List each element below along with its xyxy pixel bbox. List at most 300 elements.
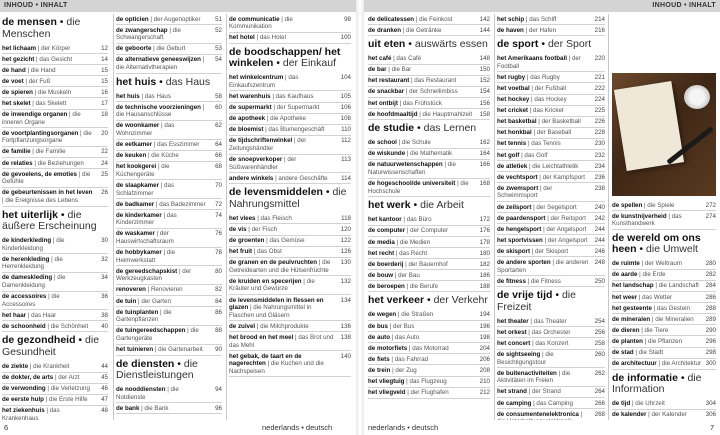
section-heading-german: der Sport [547,38,592,51]
entry-german: | die Tiere [639,326,669,334]
entry-german: | die Uhrzeit [630,400,665,408]
entry-german: | das Tennis [526,140,561,148]
entry-page-number: 74 [215,211,222,219]
entry-german: | der Zeitungshändler [229,137,307,152]
entry-page-number: 264 [594,388,605,396]
right-footer-language: nederlands • deutsch [368,423,439,432]
toc-entry[interactable] [368,160,490,179]
entry-page-number: 90 [215,346,222,353]
toc-entry[interactable] [116,326,222,345]
toc-entry[interactable] [368,332,490,343]
entry-dutch: de stad [612,349,634,357]
toc-entry[interactable] [2,384,108,395]
toc-entry[interactable] [612,359,716,370]
toc-entry[interactable] [2,406,108,420]
entry-german: | die Erde [637,271,666,279]
toc-entry[interactable] [497,257,605,276]
toc-entry[interactable] [368,14,490,25]
toc-entry[interactable] [497,338,605,349]
toc-entry[interactable] [612,200,716,211]
section-heading-dutch: de vrije tijd [497,289,553,302]
toc-entry[interactable] [229,125,351,136]
entry-page-number: 142 [479,15,490,23]
section-heading-german: die Umwelt [646,243,698,256]
toc-entry[interactable] [116,180,222,199]
toc-entry[interactable] [116,248,222,267]
entry-german: | die Hochschule [368,180,469,195]
toc-entry[interactable] [497,139,605,150]
toc-entry[interactable] [497,83,605,94]
toc-entry[interactable] [368,215,490,226]
entry-page-number: 86 [215,308,222,316]
section-heading-german: die Menschen [2,16,81,40]
entry-dutch: de kruiden en specerijen [229,277,302,285]
toc-entry[interactable] [368,259,490,270]
entry-page-number: 38 [101,311,108,319]
toc-entry[interactable] [229,236,351,247]
toc-entry[interactable] [2,273,108,292]
entry-german: | das Golf [519,151,548,159]
section-heading: de gezondheid • die Gesundheit [2,334,100,358]
toc-entry[interactable] [2,158,108,169]
entry-german: | die Nahrungsmittel in Flaschen und Gläsern [229,304,312,319]
toc-entry[interactable] [497,316,605,327]
entry-dutch: de kalender [612,411,647,419]
entry-dutch: de waskamer [116,230,155,238]
section-heading-dutch: de boodschappen/ het winkelen [229,45,341,70]
entry-page-number: 236 [594,173,605,181]
entry-dutch: de media [368,238,395,246]
entry-german: | die inneren Organe [2,111,81,126]
entry-page-number: 78 [215,249,222,257]
section-heading-german: der Verkehr [433,294,488,307]
toc-column-3 [229,14,351,420]
toc-entry[interactable] [116,345,222,356]
toc-entry[interactable] [612,348,716,359]
entry-page-number: 30 [101,237,108,244]
entry-german: | das Kinderzimmer [116,211,177,227]
toc-entry[interactable] [2,395,108,406]
toc-entry[interactable] [368,237,490,248]
entry-page-number: 300 [705,360,716,368]
entry-page-number: 164 [479,150,490,158]
entry-page-number: 104 [340,74,351,82]
toc-entry[interactable] [612,259,716,270]
toc-entry[interactable] [368,343,490,354]
entry-page-number: 105 [340,92,351,100]
toc-entry[interactable] [229,33,351,44]
entry-page-number: 16 [101,88,108,96]
toc-entry[interactable] [497,202,605,213]
entry-dutch: de computer [368,227,406,235]
toc-entry[interactable] [116,25,222,44]
toc-entry[interactable] [368,138,490,149]
toc-entry[interactable] [497,276,605,287]
entry-dutch: het Amerikaans football [497,55,567,63]
entry-page-number: 258 [594,339,605,347]
toc-entry[interactable] [116,14,222,25]
toc-entry[interactable] [2,98,108,109]
entry-german: | das Badezimmer [154,200,206,208]
toc-entry[interactable] [368,109,490,120]
toc-entry[interactable] [229,247,351,258]
toc-entry[interactable] [116,102,222,121]
entry-page-number: 15 [101,66,108,74]
entry-dutch: het kantoor [368,216,402,224]
toc-entry[interactable] [116,151,222,162]
entry-german: | die Naturwissenschaften [368,161,456,177]
toc-entry[interactable] [229,91,351,102]
toc-entry[interactable] [2,54,108,65]
entry-dutch: de accessoires [2,293,47,301]
toc-entry[interactable] [368,149,490,160]
toc-entry[interactable] [229,73,351,92]
entry-page-number: 221 [594,73,605,81]
entry-dutch: het sportvissen [497,236,543,244]
toc-entry[interactable] [368,54,490,65]
entry-page-number: 262 [594,369,605,377]
entry-german: | die Notdienste [116,386,179,401]
toc-entry[interactable] [2,128,108,147]
entry-dutch: de dieren [612,326,640,334]
toc-entry[interactable] [497,106,605,117]
entry-page-number: 212 [479,389,490,397]
entry-dutch: de familie [2,148,31,156]
entry-page-number: 244 [594,225,605,233]
entry-german: | die Gartenpflanzen [116,308,172,324]
toc-entry[interactable] [497,128,605,139]
toc-entry[interactable] [497,150,605,161]
entry-page-number: 106 [340,104,351,112]
section-heading-dutch: de diensten [116,357,175,370]
toc-entry[interactable] [116,266,222,285]
entry-page-number: 17 [101,99,108,107]
entry-page-number: 296 [705,337,716,345]
toc-entry[interactable] [2,292,108,311]
toc-entry[interactable] [2,65,108,76]
entry-german: | das Krankenhaus [2,407,60,420]
toc-entry[interactable] [497,327,605,338]
entry-german: | die Krankheit [28,362,70,370]
toc-entry[interactable] [116,210,222,229]
toc-entry[interactable] [368,25,490,36]
entry-page-number: 216 [594,26,605,34]
toc-entry[interactable] [497,398,605,409]
entry-page-number: 84 [215,297,222,305]
entry-page-number: 32 [101,255,108,263]
entry-page-number: 274 [705,212,716,220]
toc-entry[interactable] [497,246,605,257]
toc-entry[interactable] [497,350,605,369]
toc-entry[interactable] [229,332,351,351]
toc-entry[interactable] [116,140,222,151]
toc-entry[interactable] [368,248,490,259]
toc-entry[interactable] [116,91,222,102]
toc-entry[interactable] [612,292,716,303]
entry-german: | der Segelsport [531,203,577,211]
toc-entry[interactable] [497,117,605,128]
toc-entry[interactable] [2,310,108,321]
toc-entry[interactable] [497,409,605,420]
toc-entry[interactable] [612,211,716,230]
toc-entry[interactable] [116,403,222,414]
toc-column-4 [368,14,490,420]
entry-german: | der Baseball [531,129,572,137]
entry-page-number: 162 [479,139,490,147]
entry-dutch: het fruit [229,248,253,256]
entry-dutch: de eerste hulp [2,396,44,404]
entry-german: | die Kommunikation [229,15,293,31]
toc-entry[interactable] [116,44,222,55]
entry-german: | der Körper [36,44,71,52]
toc-entry[interactable] [368,365,490,376]
entry-dutch: de voet [2,77,24,85]
entry-dutch: de hobbykamer [116,249,162,257]
entry-dutch: de skisport [497,247,531,255]
section-heading-german: auswärts essen [414,38,488,51]
entry-page-number: 214 [594,15,605,23]
entry-dutch: de herenkleding [2,255,50,263]
toc-entry[interactable] [497,54,605,73]
entry-german: | die Kuchen und die Nachspeisen [229,360,324,375]
entry-dutch: de gebeurtenissen in het leven [2,189,93,197]
entry-dutch: de dameskleding [2,274,53,282]
entry-dutch: de voortplantingsorganen [2,129,79,137]
entry-page-number: 113 [341,156,351,164]
entry-dutch: de woonkamer [116,122,160,130]
toc-entry[interactable] [368,65,490,76]
toc-entry[interactable] [368,310,490,321]
entry-german: | das Recht [394,249,428,257]
entry-page-number: 138 [340,333,351,341]
toc-entry[interactable] [2,43,108,54]
entry-dutch: de verwonding [2,385,46,393]
entry-page-number: 232 [594,151,605,159]
toc-entry[interactable] [612,314,716,325]
toc-entry[interactable] [116,296,222,307]
entry-page-number: 114 [341,174,351,182]
toc-entry[interactable] [497,72,605,83]
entry-german: | das Rugby [525,73,560,81]
toc-entry[interactable] [497,95,605,106]
toc-entry[interactable] [497,14,605,25]
toc-entry[interactable] [497,172,605,183]
entry-dutch: het vliegveld [368,389,406,397]
section-heading-dutch: het verkeer [368,294,425,307]
toc-column-5 [497,14,605,420]
entry-dutch: het cricket [497,107,528,115]
left-page-number: 6 [4,423,9,432]
entry-dutch: de hogeschool/de universiteit [368,180,456,188]
entry-german: | die Bar [386,66,412,74]
toc-entry[interactable] [229,224,351,235]
entry-page-number: 176 [479,227,490,235]
entry-german: | die Pflanzen [642,337,683,345]
toc-entry[interactable] [229,321,351,332]
entry-dutch: het hockey [497,96,530,104]
toc-entry[interactable] [497,213,605,224]
right-page-header: INHOUD • INHALT [364,0,720,12]
toc-entry[interactable] [497,368,605,387]
toc-entry[interactable] [612,336,716,347]
toc-entry[interactable] [497,183,605,202]
toc-entry[interactable] [612,399,716,410]
toc-entry[interactable] [116,199,222,210]
toc-entry[interactable] [229,173,351,184]
toc-entry[interactable] [229,258,351,277]
toc-entry[interactable] [497,161,605,172]
toc-entry[interactable] [497,25,605,36]
entry-page-number: 172 [479,216,490,224]
entry-page-number: 244 [594,236,605,244]
toc-entry[interactable] [368,76,490,87]
toc-column-2 [116,14,222,420]
entry-german: | die Ereignisse des Lebens [2,196,78,204]
entry-dutch: de gereedschapskist [116,267,178,275]
section-heading: het huis • das Haus [116,75,211,88]
entry-page-number: 286 [705,293,716,301]
toc-entry[interactable] [2,373,108,384]
toc-entry[interactable] [2,76,108,87]
entry-page-number: 132 [340,277,351,285]
entry-dutch: de bar [368,66,387,74]
entry-german: | der Arzt [53,374,80,382]
toc-entry[interactable] [2,321,108,332]
toc-entry[interactable] [497,224,605,235]
toc-entry[interactable] [497,235,605,246]
entry-page-number: 188 [479,282,490,290]
toc-entry[interactable] [368,226,490,237]
toc-entry[interactable] [116,385,222,404]
entry-german: | die Herrenkleidung [2,255,63,271]
entry-page-number: 48 [101,407,108,415]
toc-entry[interactable] [368,270,490,281]
entry-german: | das Haus [139,92,171,100]
toc-entry[interactable] [2,236,108,255]
toc-entry[interactable] [2,254,108,273]
toc-entry[interactable] [229,103,351,114]
entry-german: | der Augenoptiker [148,15,201,23]
entry-german: | die Schwangerschaft [116,26,181,42]
entry-page-number: 46 [101,385,108,393]
entry-german: | der Kalender [646,411,687,419]
entry-dutch: de wiskunde [368,150,406,158]
toc-entry[interactable] [2,147,108,158]
entry-dutch: de opticien [116,15,149,23]
entry-dutch: het voetbal [497,84,530,92]
entry-page-number: 222 [594,84,605,92]
toc-entry[interactable] [229,155,351,174]
entry-german: | das Flugzeug [404,378,447,386]
entry-page-number: 289 [705,315,716,323]
toc-entry[interactable] [368,354,490,365]
toc-entry[interactable] [229,136,351,155]
entry-dutch: de buitenactiviteiten [497,369,557,377]
toc-entry[interactable] [116,307,222,326]
entry-dutch: de tuingereedschappen [116,327,186,335]
section-heading-german: die Freizeit [497,289,576,313]
entry-german: | die Stadt [633,349,664,357]
toc-entry[interactable] [116,229,222,248]
toc-entry[interactable] [612,410,716,420]
entry-german: | die Berufe [404,282,439,290]
toc-entry[interactable] [368,281,490,292]
section-heading-german: die Nahrungsmittel [229,186,347,210]
section-heading-german: der Einkauf [282,57,336,70]
toc-entry[interactable] [368,98,490,109]
entry-dutch: de zwangerschap [116,26,168,34]
toc-entry[interactable] [612,303,716,314]
entry-dutch: het café [368,55,392,63]
toc-entry[interactable] [116,55,222,74]
entry-dutch: de hand [2,66,26,74]
section-heading-dutch: de sport [497,38,539,51]
entry-dutch: de consumentenelektronica [497,410,579,418]
toc-entry[interactable] [612,325,716,336]
toc-entry[interactable] [2,169,108,188]
section-heading-dutch: de informatie [612,371,678,384]
entry-page-number: 268 [594,410,605,418]
entry-german: | die Erste Hilfe [43,396,88,404]
toc-entry[interactable] [612,281,716,292]
entry-page-number: 256 [594,328,605,336]
toc-entry[interactable] [2,87,108,98]
entry-german: | das Camping [531,399,573,407]
toc-entry[interactable] [368,87,490,98]
entry-page-number: 76 [215,230,222,238]
entry-dutch: de kinderkleding [2,237,52,244]
toc-entry[interactable] [229,295,351,321]
entry-dutch: de trein [368,366,391,374]
toc-entry[interactable] [2,361,108,372]
entry-dutch: de planten [612,337,643,345]
entry-page-number: 25 [101,170,108,178]
entry-dutch: de gevoelens, de emoties [2,170,77,178]
toc-entry[interactable] [368,388,490,399]
entry-dutch: de dranken [368,26,402,34]
entry-dutch: de supermarkt [229,104,272,112]
entry-dutch: de andere sporten [497,258,551,266]
toc-entry[interactable] [116,285,222,296]
toc-entry[interactable] [368,321,490,332]
entry-german: | das Hockey [529,96,567,104]
entry-dutch: de architectuur [612,360,657,368]
toc-entry[interactable] [229,14,351,33]
toc-entry[interactable] [116,162,222,181]
entry-dutch: het schip [497,15,525,23]
entry-dutch: de nooddiensten [116,386,166,394]
toc-entry[interactable] [2,188,108,207]
entry-dutch: het skelet [2,99,31,107]
toc-entry[interactable] [497,387,605,398]
toc-entry[interactable] [2,110,108,129]
entry-page-number: 238 [594,184,605,192]
toc-entry[interactable] [229,114,351,125]
toc-entry[interactable] [229,213,351,224]
toc-entry[interactable] [612,270,716,281]
toc-entry[interactable] [116,121,222,140]
toc-entry[interactable] [368,377,490,388]
entry-dutch: de vis [229,225,247,233]
toc-entry[interactable] [229,351,351,377]
entry-page-number: 168 [479,180,490,188]
toc-entry[interactable] [229,276,351,295]
toc-column-1 [2,14,108,420]
entry-german: | der Hafen [523,26,557,34]
toc-entry[interactable] [368,179,490,198]
entry-german: | der Süßwarenhändler [229,156,297,171]
entry-german: | die Verletzung [45,385,90,393]
